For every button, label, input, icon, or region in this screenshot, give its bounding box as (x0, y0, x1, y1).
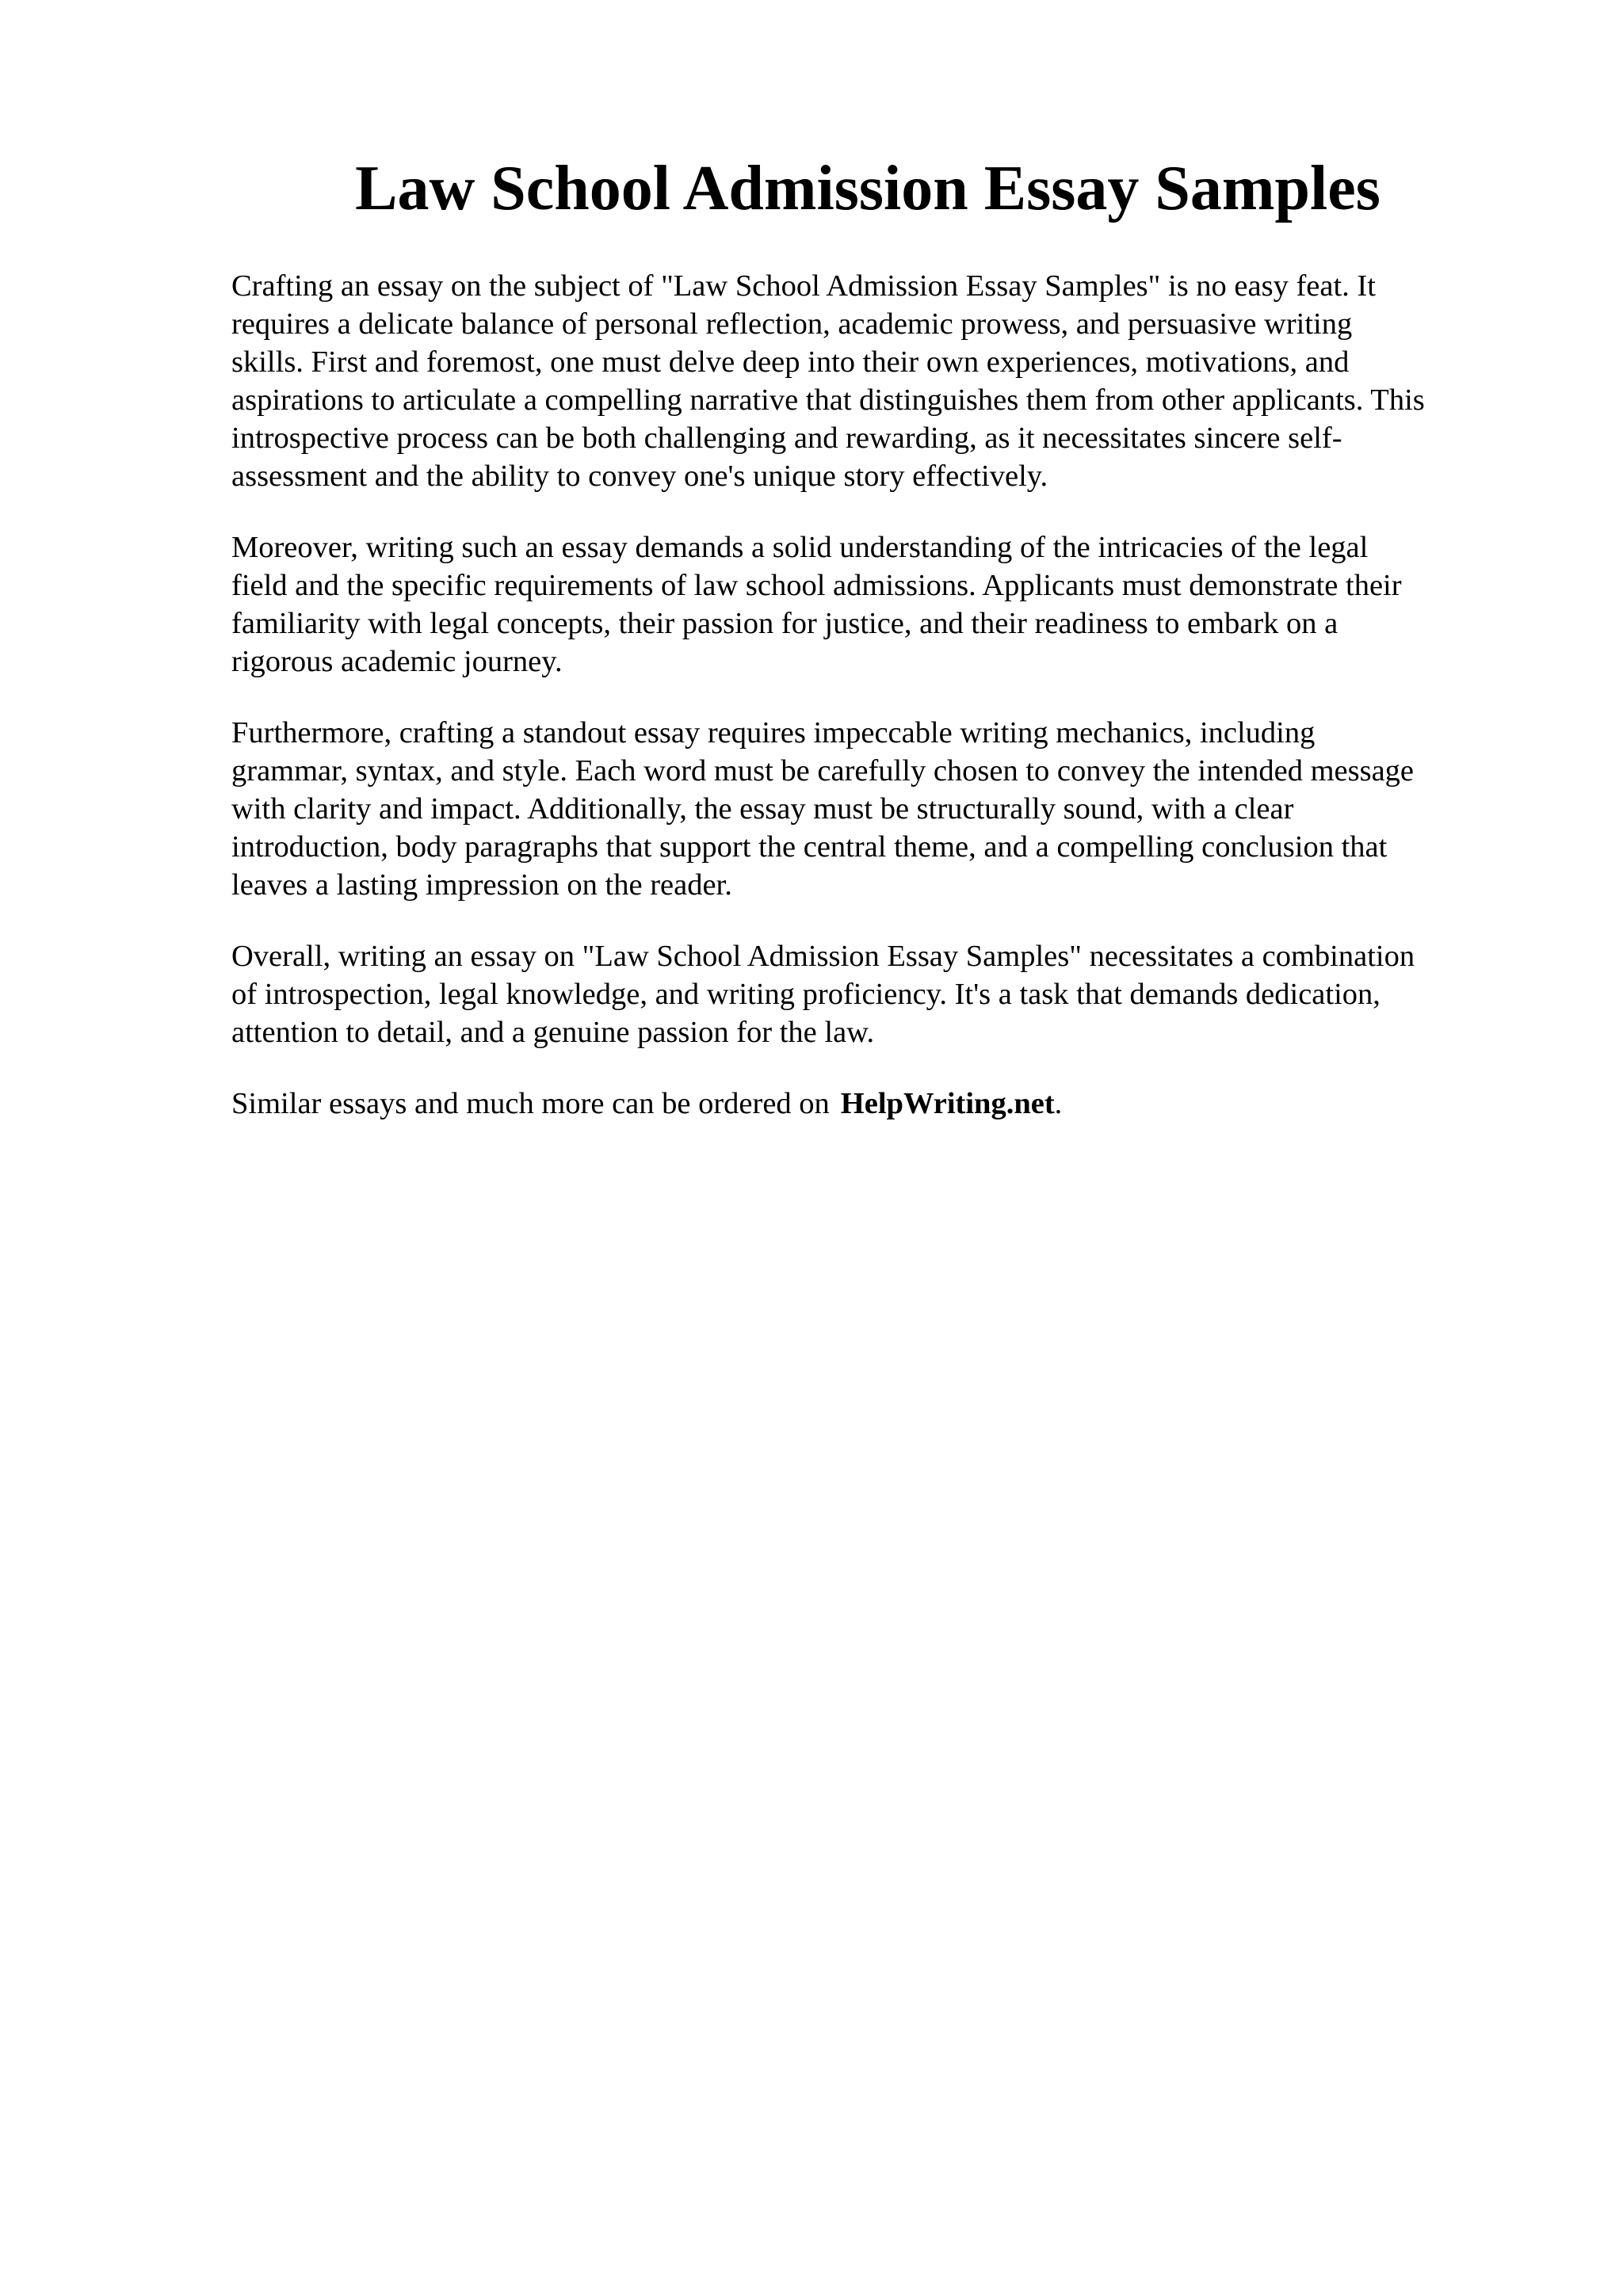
closing-line (231, 1085, 1531, 1123)
text-line: introduction, body paragraphs that support the central theme, and a compelling conclusion that (231, 830, 1388, 864)
text-line: requires a delicate balance of personal reflection, academic prowess, and persuasive writing (231, 307, 1353, 341)
text-line: introspective process can be both challenging and rewarding, as it necessitates sincere self- (231, 421, 1342, 455)
paragraph-1 (231, 267, 1531, 495)
helpwriting-link[interactable]: HelpWriting.net (840, 1087, 1055, 1120)
closing-period: . (1054, 1087, 1063, 1120)
text-line: skills. First and foremost, one must delve deep into their own experiences, motivations, and (231, 345, 1350, 379)
text-line: field and the specific requirements of law school admissions. Applicants must demonstrate their (231, 569, 1402, 602)
text-line: grammar, syntax, and style. Each word must be carefully chosen to convey the intended message (231, 754, 1415, 788)
text-line: aspirations to articulate a compelling narrative that distinguishes them from other applicants. This (231, 383, 1425, 417)
closing-text: Similar essays and much more can be ordered on (231, 1087, 830, 1120)
paragraph-4 (231, 937, 1531, 1051)
paragraph-3 (231, 714, 1531, 904)
text-line: with clarity and impact. Additionally, the essay must be structurally sound, with a clear (231, 792, 1294, 826)
document-body (231, 267, 1531, 1156)
text-line: Moreover, writing such an essay demands a solid understanding of the intricacies of the legal (231, 531, 1369, 564)
text-line: of introspection, legal knowledge, and writing proficiency. It's a task that demands dedication, (231, 978, 1381, 1011)
text-line: leaves a lasting impression on the reader. (231, 868, 732, 902)
document-title: Law School Admission Essay Samples (355, 154, 1381, 223)
text-line: attention to detail, and a genuine passion for the law. (231, 1016, 875, 1049)
text-line: Crafting an essay on the subject of "Law School Admission Essay Samples" is no easy feat. It (231, 269, 1376, 303)
text-line: rigorous academic journey. (231, 645, 563, 678)
text-line: assessment and the ability to convey one's unique story effectively. (231, 460, 1048, 493)
text-line: Overall, writing an essay on "Law School Admission Essay Samples" necessitates a combination (231, 940, 1415, 973)
paragraph-2 (231, 528, 1531, 681)
text-line: Furthermore, crafting a standout essay requires impeccable writing mechanics, including (231, 716, 1316, 749)
text-line: familiarity with legal concepts, their passion for justice, and their readiness to embark on a (231, 607, 1338, 640)
